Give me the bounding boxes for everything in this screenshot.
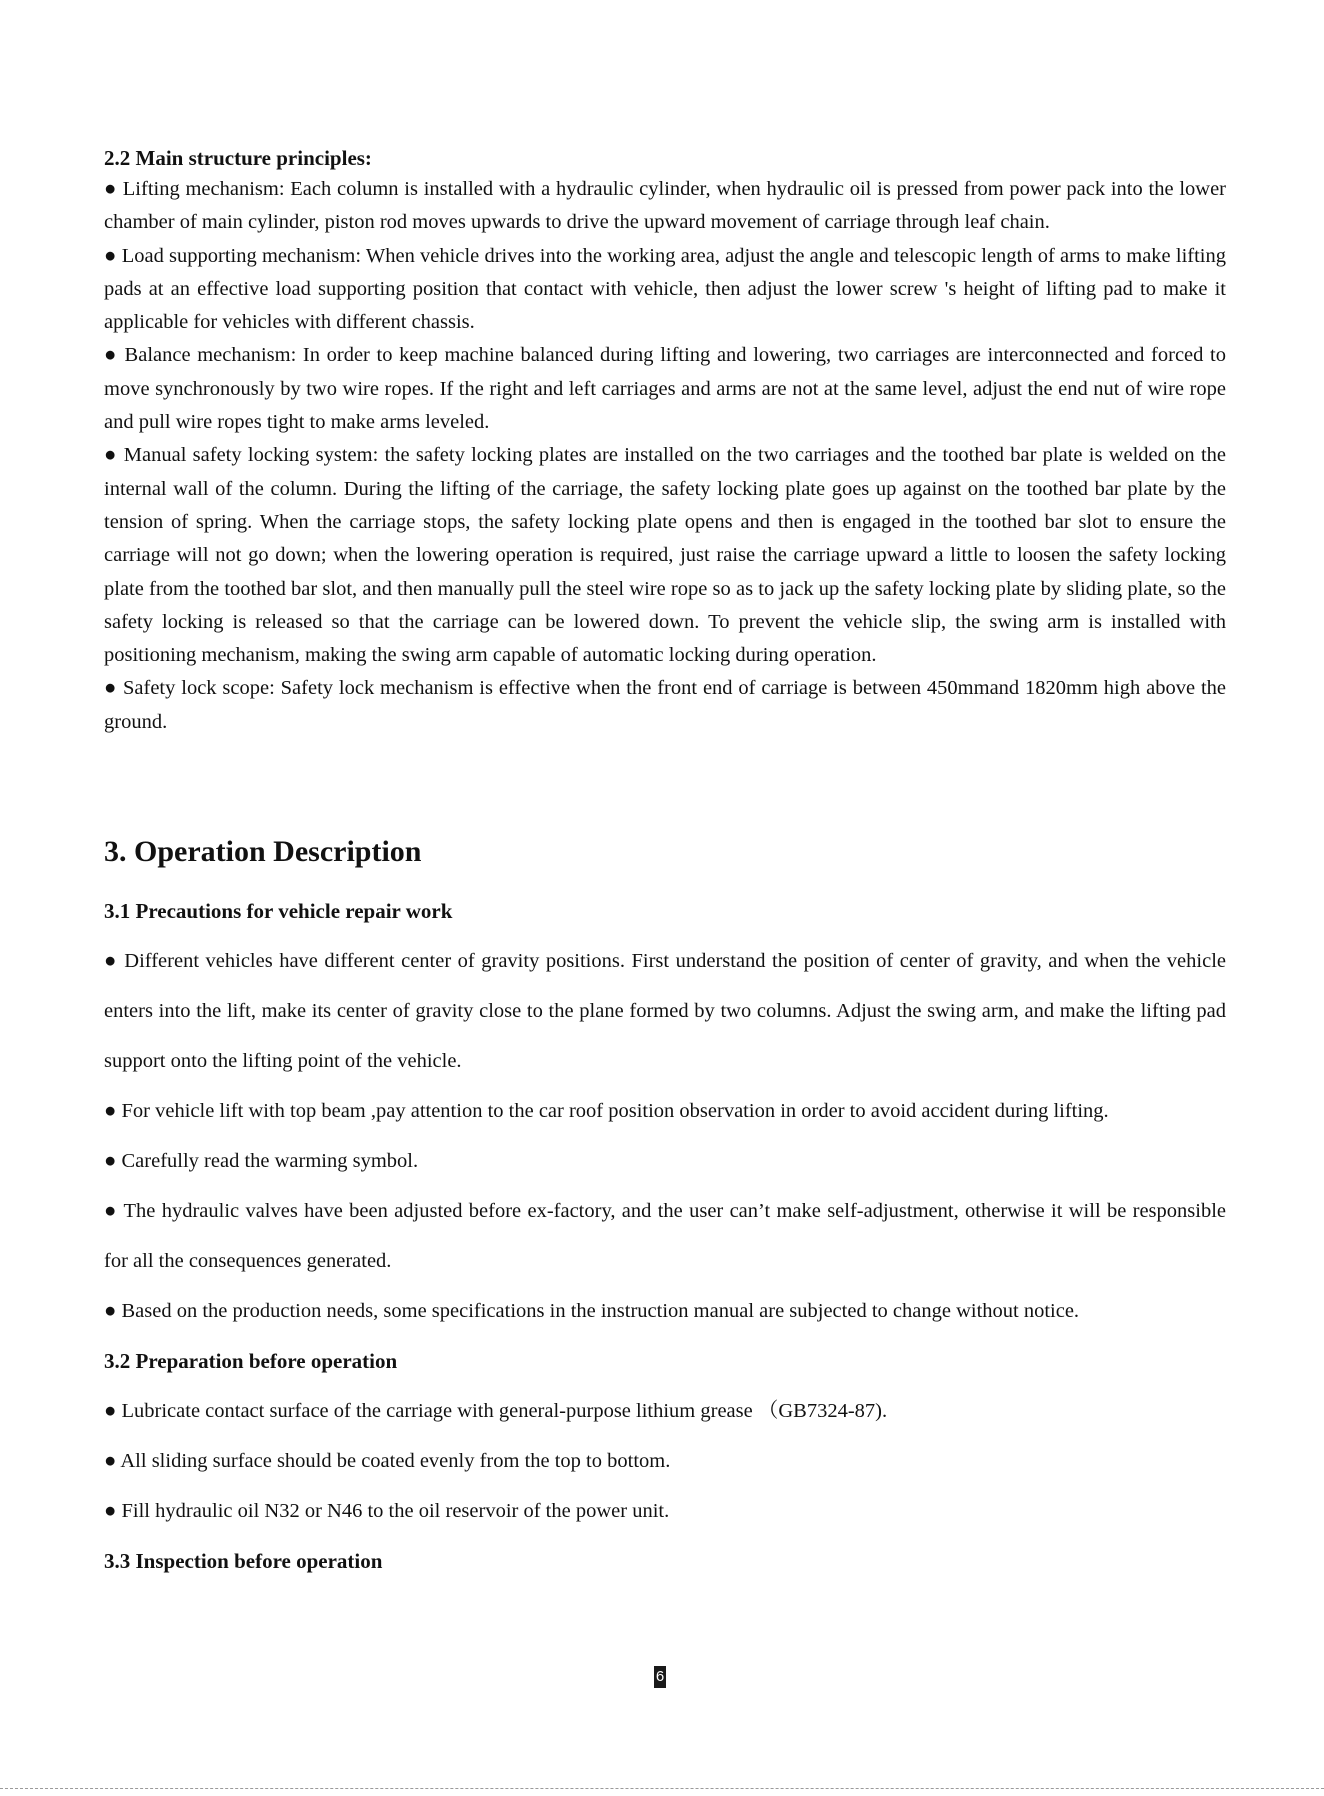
list-item: ● Different vehicles have different center of gravity positions. First understand the position of center of gravity, and when the vehicle enters into the lift, make its center of gravity close to the plane formed by two columns. Adjust the swing arm, and make the lifting pad support onto the lifting point of the vehicle. <box>104 950 1226 1073</box>
paragraph-safety-lock-scope: ● Safety lock scope: Safety lock mechanism is effective when the front end of carriage is between 450mmand 1820mm high above the ground. <box>104 677 1226 733</box>
subsection-heading: 3.1 Precautions for vehicle repair work <box>104 899 453 924</box>
section-heading: 2.2 Main structure principles: <box>104 146 372 170</box>
section-3-1 <box>104 886 1226 1336</box>
list-item: ● Based on the production needs, some specifications in the instruction manual are subjected to change without notice. <box>104 1300 1080 1323</box>
section-2-2 <box>104 143 1226 739</box>
list-item: ● For vehicle lift with top beam ,pay attention to the car roof position observation in order to avoid accident during lifting. <box>104 1100 1109 1123</box>
subsection-heading: 3.3 Inspection before operation <box>104 1549 383 1574</box>
list-item: ● Fill hydraulic oil N32 or N46 to the oil reservoir of the power unit. <box>104 1500 670 1523</box>
section-3-3 <box>104 1536 1226 1586</box>
list-item: ● Carefully read the warming symbol. <box>104 1150 419 1173</box>
section-title: 3. Operation Description <box>104 835 422 869</box>
section-3 <box>104 832 1226 1586</box>
section-3-2 <box>104 1336 1226 1536</box>
paragraph-load-supporting-mechanism: ● Load supporting mechanism: When vehicle drives into the working area, adjust the angle and telescopic length of arms to make lifting pads at an effective load supporting position that contact with vehicle, then adjust the lower screw 's height of lifting pad to make it applicable for vehicles with different chassis. <box>104 244 1226 334</box>
page-number: 6 <box>654 1666 666 1688</box>
list-item: ● Lubricate contact surface of the carriage with general-purpose lithium grease （GB7324-87). <box>104 1400 888 1423</box>
list-item: ● All sliding surface should be coated evenly from the top to bottom. <box>104 1450 671 1473</box>
footer-divider <box>0 1788 1324 1790</box>
list-item: ● The hydraulic valves have been adjusted before ex-factory, and the user can’t make self-adjustment, otherwise it will be responsible for all the consequences generated. <box>104 1200 1226 1273</box>
paragraph-lifting-mechanism: ● Lifting mechanism: Each column is installed with a hydraulic cylinder, when hydraulic oil is pressed from power pack into the lower chamber of main cylinder, piston rod moves upwards to drive the upward movement of carriage through leaf chain. <box>104 178 1226 234</box>
paragraph-balance-mechanism: ● Balance mechanism: In order to keep machine balanced during lifting and lowering, two carriages are interconnected and forced to move synchronously by two wire ropes. If the right and left carriages and arms are not at the same level, adjust the end nut of wire rope and pull wire ropes tight to make arms leveled. <box>104 344 1226 434</box>
paragraph-manual-safety-locking: ● Manual safety locking system: the safety locking plates are installed on the two carriages and the toothed bar plate is welded on the internal wall of the column. During the lifting of the carriage, the safety locking plate goes up against on the toothed bar plate by the tension of spring. When the carriage stops, the safety locking plate opens and then is engaged in the toothed bar slot to ensure the carriage will not go down; when the lowering operation is required, just raise the carriage upward a little to loosen the safety locking plate from the toothed bar slot, and then manually pull the steel wire rope so as to jack up the safety locking plate by sliding plate, so the safety locking is released so that the carriage can be lowered down. To prevent the vehicle slip, the swing arm is installed with positioning mechanism, making the swing arm capable of automatic locking during operation. <box>104 444 1226 667</box>
subsection-heading: 3.2 Preparation before operation <box>104 1349 398 1374</box>
page-content <box>104 143 1226 1586</box>
